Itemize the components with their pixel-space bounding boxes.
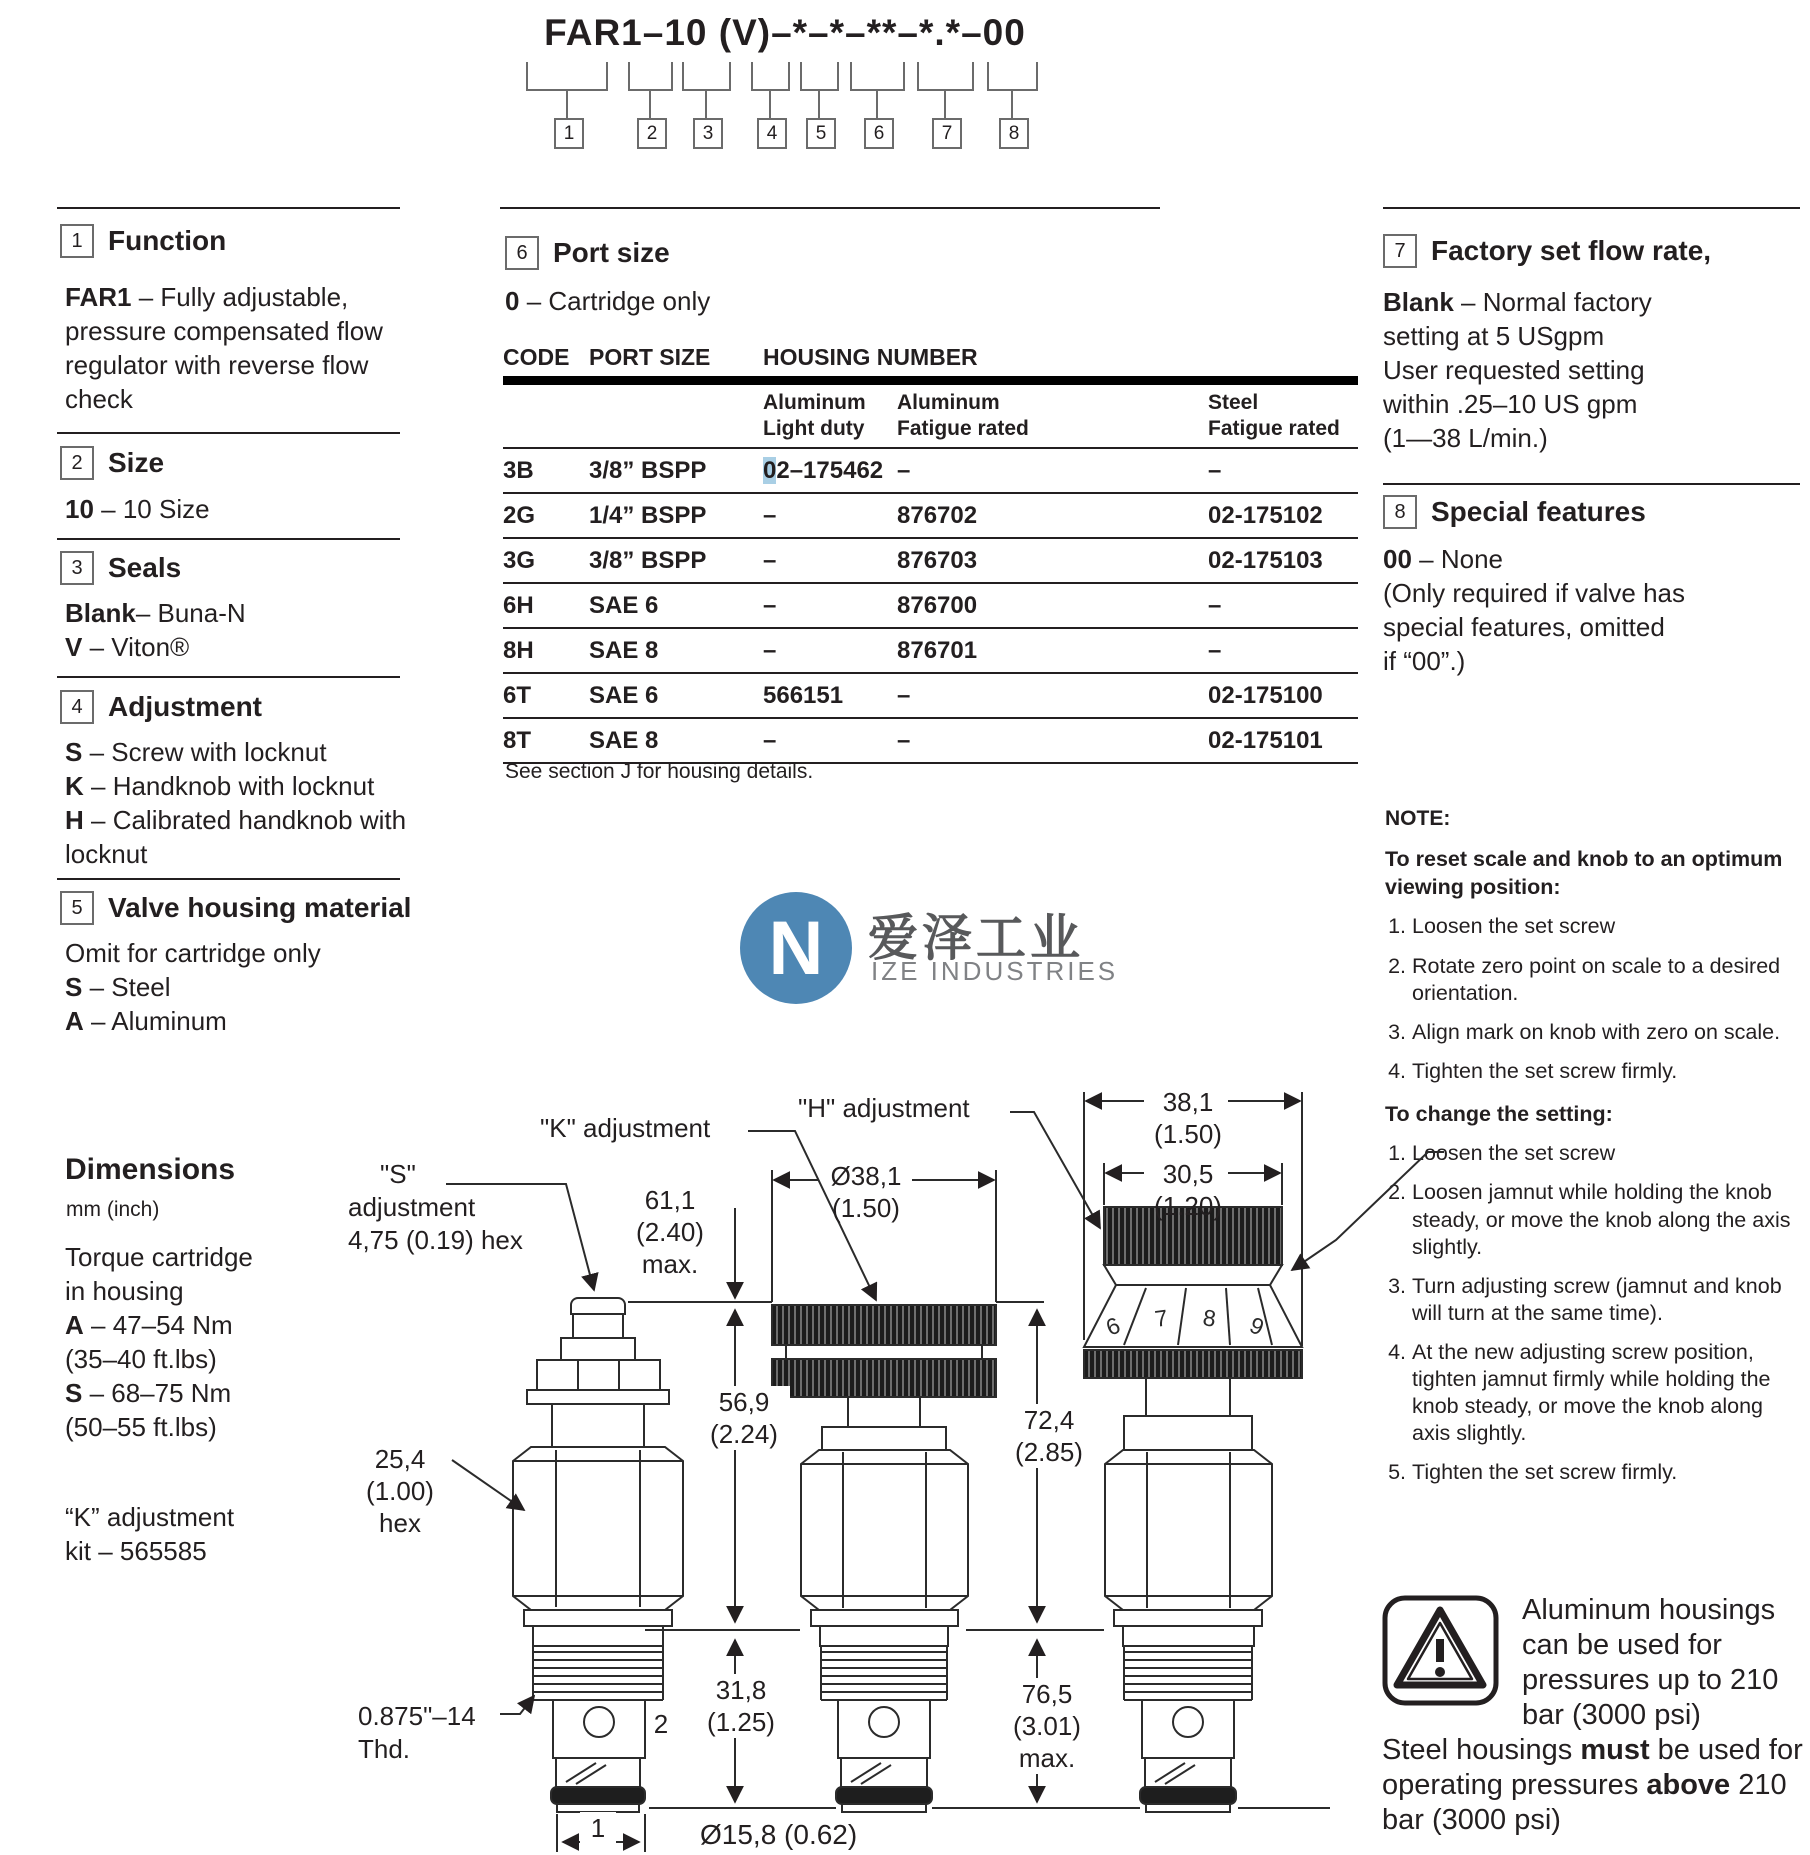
section-function-body: FAR1 – Fully adjustable, pressure compensated flow regulator with reverse flow check (65, 282, 383, 414)
section-size-body: 10 – 10 Size (65, 494, 210, 524)
section-number: 6 (505, 236, 539, 270)
section-number: 3 (60, 551, 94, 585)
table-row: 3B 3/8” BSPP 02–175462 – – (503, 448, 1358, 493)
callout-8: 8 (999, 118, 1029, 149)
callout-7: 7 (932, 118, 962, 149)
dim-25-4-hex: 25,4 (1.00) hex (366, 1444, 434, 1538)
note-step: 1. Loosen the set screw (1412, 913, 1793, 940)
col-steel-fatigue-rated: Steel Fatigue rated (1208, 381, 1358, 449)
k-adjustment-label: "K" adjustment (540, 1113, 711, 1143)
rule (1383, 207, 1800, 209)
note-label: NOTE: (1385, 807, 1451, 830)
note-step: 3. Align mark on knob with zero on scale. (1412, 1019, 1793, 1046)
note-step: 4. At the new adjusting screw position, tighten jamnut firmly while holding the knob steady, or move the knob along axis slightly. (1412, 1339, 1793, 1447)
valve-h-adjustment (1084, 1207, 1302, 1812)
note-step: 2. Loosen jamnut while holding the knob steady, or move the knob along the axis slightly. (1412, 1179, 1793, 1260)
table-row: 6H SAE 6 – 876700 – (503, 583, 1358, 628)
svg-text:6: 6 (1102, 1311, 1124, 1341)
callout-2: 2 (637, 118, 667, 149)
rule (1383, 483, 1800, 485)
section-number: 7 (1383, 234, 1417, 268)
section-special-features-heading: 8 Special features (1383, 495, 1646, 529)
note-change-heading: To change the setting: (1385, 1101, 1613, 1126)
note-step: 4. Tighten the set screw firmly. (1412, 1058, 1793, 1085)
callout-1: 1 (554, 118, 584, 149)
section-number: 1 (60, 224, 94, 258)
col-code: CODE (503, 338, 589, 381)
dimensions-title: Dimensions (65, 1153, 236, 1186)
section-function-heading: 1 Function (60, 224, 226, 258)
rule (57, 538, 400, 540)
dim-72-4: 72,4 (2.85) (1002, 1404, 1096, 1468)
warning-aluminum-text: Aluminum housings can be used for pressures up to 210 bar (3000 psi) (1522, 1594, 1779, 1731)
svg-text:7: 7 (1153, 1304, 1170, 1332)
col-aluminum-fatigue-rated: Aluminum Fatigue rated (897, 381, 1208, 449)
note-step: 3. Turn adjusting screw (jamnut and knob will turn at the same time). (1412, 1273, 1793, 1327)
dim-56-9: 56,9 (2.24) (698, 1386, 790, 1450)
dim-dia-15-8: Ø15,8 (0.62) (700, 1819, 858, 1850)
note-step: 2. Rotate zero point on scale to a desired orientation. (1412, 953, 1793, 1007)
section-size-heading: 2 Size (60, 446, 164, 480)
logo-english-text: IZE INDUSTRIES (871, 956, 1119, 986)
table-row: 2G 1/4” BSPP – 876702 02-175102 (503, 493, 1358, 538)
note-reset-heading: To reset scale and knob to an optimum viewing position: (1385, 847, 1783, 899)
table-row: 3G 3/8” BSPP – 876703 02-175103 (503, 538, 1358, 583)
section-port-size-body: 0 – Cartridge only (505, 286, 711, 316)
rule (500, 207, 1160, 209)
dim-38-1: 38,1 (1.50) (1154, 1087, 1222, 1149)
callout-5: 5 (806, 118, 836, 149)
dimensions-unit: mm (inch) (66, 1198, 160, 1221)
dim-61-1: 61,1 (2.40) max. (636, 1185, 704, 1279)
section-factory-flow-body: Blank – Normal factory setting at 5 USgpm User requested setting within .25–10 US gpm (1—38 L/min.) (1383, 287, 1652, 453)
table-row: 8H SAE 8 – 876701 – (503, 628, 1358, 673)
section-number: 4 (60, 690, 94, 724)
callout-4: 4 (757, 118, 787, 149)
section-housing-material-heading: 5 Valve housing material (60, 891, 411, 925)
note-step: 1. Loosen the set screw (1412, 1140, 1793, 1167)
h-adjustment-label: "H" adjustment (798, 1093, 970, 1123)
callout-3: 3 (693, 118, 723, 149)
section-number: 2 (60, 446, 94, 480)
section-adjustment-body: S – Screw with locknut K – Handknob with locknut H – Calibrated handknob with locknut (65, 737, 407, 869)
section-seals-body: Blank– Buna-N V – Viton® (65, 598, 246, 662)
col-port-size: PORT SIZE (589, 338, 763, 381)
rule (57, 676, 400, 678)
model-code: FAR1–10 (V)–*–*–**–*.*–00 (544, 12, 1026, 53)
section-housing-material-body: Omit for cartridge only S – Steel A – Aluminum (65, 938, 321, 1036)
svg-text:9: 9 (1246, 1311, 1268, 1341)
valve-k-adjustment (772, 1305, 996, 1812)
section-port-size-heading: 6 Port size (505, 236, 670, 270)
svg-text:8: 8 (1201, 1304, 1218, 1332)
section-special-features-body: 00 – None (Only required if valve has special features, omitted if “00”.) (1383, 544, 1686, 676)
rule (57, 207, 400, 209)
section-number: 5 (60, 891, 94, 925)
section-seals-heading: 3 Seals (60, 551, 181, 585)
table-header-row (503, 338, 1358, 381)
col-housing-number: HOUSING NUMBER (763, 338, 1358, 381)
section-adjustment-heading: 4 Adjustment (60, 690, 262, 724)
port-1-label: 1 (580, 1812, 616, 1844)
table-row: 6T SAE 6 566151 – 02-175100 (503, 673, 1358, 718)
section-number: 8 (1383, 495, 1417, 529)
callout-6: 6 (864, 118, 894, 149)
table-row: 8T SAE 8 – – 02-175101 (503, 718, 1358, 763)
rule (57, 432, 400, 434)
section-factory-flow-heading: 7 Factory set flow rate, (1383, 234, 1711, 268)
table-footnote: See section J for housing details. (505, 760, 814, 783)
dim-31-8: 31,8 (1.25) (690, 1674, 792, 1738)
note-step: 5. Tighten the set screw firmly. (1412, 1459, 1793, 1486)
svg-text:N: N (768, 906, 824, 991)
logo-chinese-text: 爱泽工业 (868, 910, 1084, 966)
k-adjustment-kit: “K” adjustment kit – 565585 (65, 1502, 235, 1566)
table-subheader-row (503, 381, 1358, 449)
warning-steel-text: Steel housings must be used for operating pressures above 210 bar (3000 psi) (1382, 1734, 1803, 1836)
port-2-label: 2 (653, 1709, 669, 1739)
s-adjustment-label: "S" adjustment 4,75 (0.19) hex (348, 1159, 523, 1255)
dim-76-5: 76,5 (3.01) max. (996, 1678, 1098, 1774)
dim-dia-38-1: Ø38,1 (1.50) (830, 1161, 902, 1223)
leader-lines (446, 1112, 1444, 1714)
dimensions-body: Torque cartridge in housing A – 47–54 Nm (35–40 ft.lbs) S – 68–75 Nm (50–55 ft.lbs) (65, 1242, 253, 1442)
thread-label: 0.875"–14 Thd. (358, 1701, 476, 1764)
col-aluminum-light-duty: Aluminum Light duty (763, 381, 897, 449)
dim-30-5: 30,5 (1.20) (1154, 1159, 1222, 1221)
housing-number-table (503, 338, 1358, 764)
